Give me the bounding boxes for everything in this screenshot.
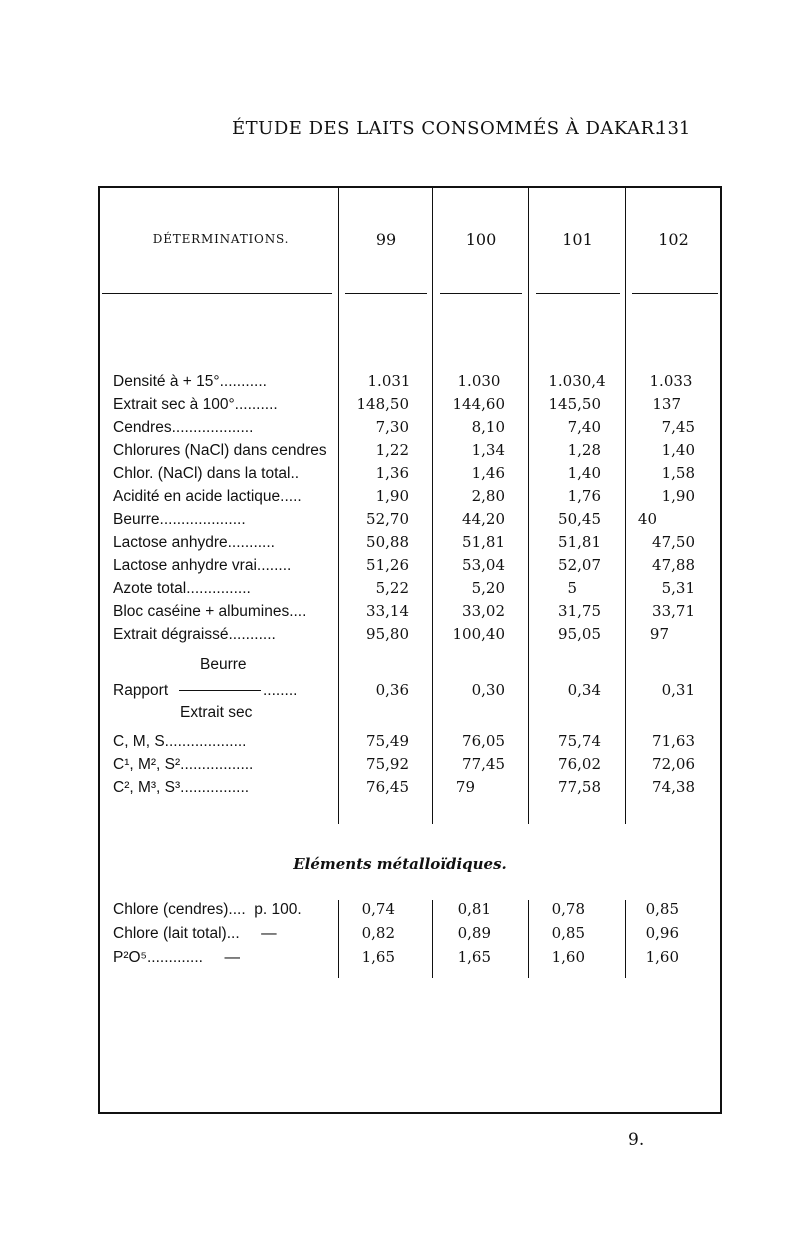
section-title: Eléments métalloïdiques.: [293, 855, 507, 873]
cell-value: 51,81: [558, 533, 601, 551]
cell-value: 75,74: [558, 732, 601, 750]
cell-value: 1.033: [649, 372, 693, 390]
row-label: Lactose anhydre...........: [113, 534, 275, 551]
cell-value: 33,02: [462, 602, 505, 620]
cell-value: 75,49: [366, 732, 409, 750]
cell-value: 5,20: [471, 579, 505, 597]
cell-value: 51,81: [462, 533, 505, 551]
cell-value: 1,65: [361, 948, 395, 966]
row-label: Beurre....................: [113, 511, 246, 528]
cell-value: 1,22: [375, 441, 409, 459]
cell-value: 75,92: [366, 755, 409, 773]
cell-value: 1,65: [457, 948, 491, 966]
row-label: Extrait dégraissé...........: [113, 626, 276, 643]
cell-value: 1,90: [661, 487, 695, 505]
cell-value: 1,60: [645, 948, 679, 966]
cell-value: 51,26: [366, 556, 409, 574]
cell-value: 5,31: [661, 579, 695, 597]
header-rule: [440, 293, 522, 294]
cell-value: 0,30: [471, 681, 505, 699]
running-head: [0, 118, 800, 142]
cell-value: 79: [455, 778, 475, 796]
cell-value: 1.031: [367, 372, 411, 390]
cell-value: 40: [637, 510, 657, 528]
cell-value: 50,88: [366, 533, 409, 551]
cell-value: 52,07: [558, 556, 601, 574]
cell-value: 137: [652, 395, 681, 413]
cell-value: 44,20: [462, 510, 505, 528]
column-header: 99: [375, 230, 397, 249]
row-label: C, M, S...................: [113, 733, 247, 750]
cell-value: 0,82: [361, 924, 395, 942]
cell-value: 100,40: [452, 625, 505, 643]
running-title: ÉTUDE DES LAITS CONSOMMÉS À DAKAR.: [232, 118, 661, 139]
cell-value: 0,81: [457, 900, 491, 918]
cell-value: 1,40: [567, 464, 601, 482]
cell-value: 1.030: [457, 372, 501, 390]
cell-value: 0,74: [361, 900, 395, 918]
cell-value: 1,36: [375, 464, 409, 482]
cell-value: 2,80: [471, 487, 505, 505]
cell-value: 5,22: [375, 579, 409, 597]
header-rule: [536, 293, 620, 294]
cell-value: 0,89: [457, 924, 491, 942]
cell-value: 0,85: [645, 900, 679, 918]
row-label: Chlorures (NaCl) dans cendres: [113, 442, 327, 459]
cell-value: 1,90: [375, 487, 409, 505]
cell-value: 50,45: [558, 510, 601, 528]
cell-value: 76,02: [558, 755, 601, 773]
cell-value: 33,14: [366, 602, 409, 620]
cell-value: 0,34: [567, 681, 601, 699]
cell-value: 47,50: [652, 533, 695, 551]
cell-value: 71,63: [652, 732, 695, 750]
page-number: 131: [656, 118, 691, 139]
row-label: Chlore (lait total)... —: [113, 925, 277, 942]
cell-value: 1,60: [551, 948, 585, 966]
table-frame: [98, 186, 722, 1114]
row-label: Chlore (cendres).... p. 100.: [113, 901, 302, 918]
cell-value: 0,36: [375, 681, 409, 699]
cell-value: 1,76: [567, 487, 601, 505]
cell-value: 95,05: [558, 625, 601, 643]
ratio-dots: ........: [263, 682, 298, 699]
row-label: P²O⁵............. —: [113, 949, 240, 966]
row-label: C¹, M², S².................: [113, 756, 254, 773]
cell-value: 0,31: [661, 681, 695, 699]
header-rule: [345, 293, 427, 294]
cell-value: 5: [567, 579, 577, 597]
cell-value: 0,85: [551, 924, 585, 942]
signature-mark: 9.: [628, 1130, 645, 1150]
cell-value: 1,34: [471, 441, 505, 459]
ratio-label: Rapport: [113, 682, 169, 699]
fraction-bar: [179, 690, 261, 691]
column-header: 102: [658, 230, 689, 249]
ratio-denominator: Extrait sec: [180, 704, 253, 721]
cell-value: 53,04: [462, 556, 505, 574]
cell-value: 144,60: [452, 395, 505, 413]
row-label: Extrait sec à 100°..........: [113, 396, 278, 413]
row-label: C², M³, S³................: [113, 779, 250, 796]
cell-value: 7,40: [567, 418, 601, 436]
cell-value: 0,96: [645, 924, 679, 942]
header-rule: [102, 293, 332, 294]
column-header: 101: [562, 230, 593, 249]
row-label: Bloc caséine + albumines....: [113, 603, 307, 620]
cell-value: 7,30: [375, 418, 409, 436]
cell-value: 52,70: [366, 510, 409, 528]
cell-value: 47,88: [652, 556, 695, 574]
cell-value: 148,50: [356, 395, 409, 413]
row-label: Acidité en acide lactique.....: [113, 488, 302, 505]
cell-value: 77,58: [558, 778, 601, 796]
column-header-determinations: DÉTERMINATIONS.: [152, 232, 290, 246]
cell-value: 77,45: [462, 755, 505, 773]
cell-value: 1,40: [661, 441, 695, 459]
ratio-numerator: Beurre: [200, 656, 247, 673]
row-label: Cendres...................: [113, 419, 254, 436]
row-label: Densité à + 15°...........: [113, 373, 267, 390]
column-header: 100: [465, 230, 497, 249]
cell-value: 76,05: [462, 732, 505, 750]
cell-value: 8,10: [471, 418, 505, 436]
cell-value: 1,46: [471, 464, 505, 482]
cell-value: 74,38: [652, 778, 695, 796]
cell-value: 76,45: [366, 778, 409, 796]
cell-value: 31,75: [558, 602, 601, 620]
cell-value: 7,45: [661, 418, 695, 436]
cell-value: 72,06: [652, 755, 695, 773]
cell-value: 1,58: [661, 464, 695, 482]
cell-value: 95,80: [366, 625, 409, 643]
row-label: Chlor. (NaCl) dans la total..: [113, 465, 300, 482]
header-rule: [632, 293, 718, 294]
cell-value: 145,50: [548, 395, 601, 413]
row-label: Azote total...............: [113, 580, 251, 597]
cell-value: 97: [649, 625, 669, 643]
cell-value: 33,71: [652, 602, 695, 620]
cell-value: 1.030,4: [548, 372, 606, 390]
cell-value: 0,78: [551, 900, 585, 918]
cell-value: 1,28: [567, 441, 601, 459]
row-label: Lactose anhydre vrai........: [113, 557, 292, 574]
